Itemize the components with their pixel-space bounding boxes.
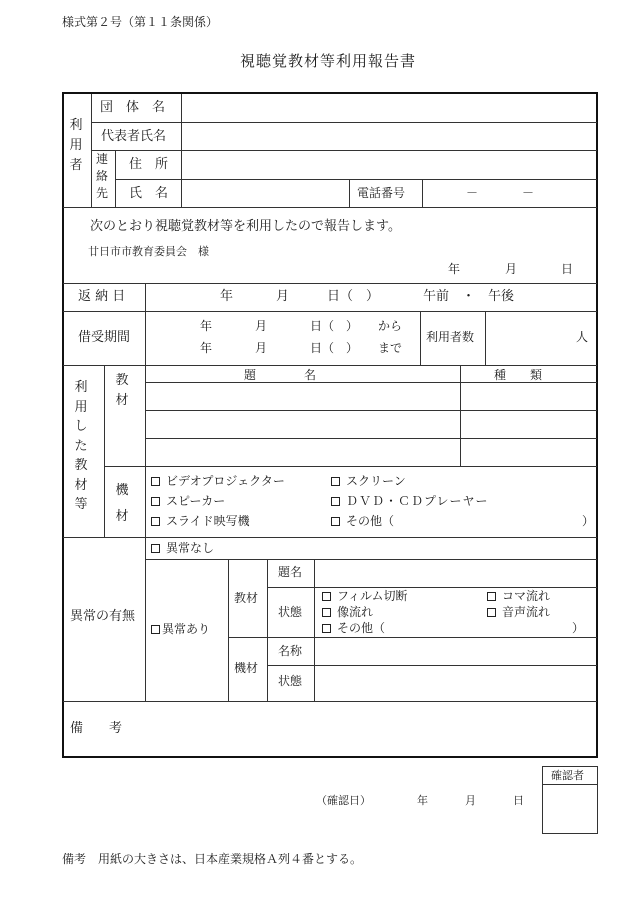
- checkbox-icon: [487, 608, 496, 617]
- phone-label: 電話番号: [357, 186, 406, 200]
- return-date-label: 返 納 日: [78, 289, 126, 304]
- statement-month: 月: [505, 262, 518, 276]
- abnormality-equipment-status-field[interactable]: [315, 666, 596, 700]
- checkbox-icon: [331, 477, 340, 486]
- status-option-frame-skip[interactable]: コマ流れ: [487, 590, 550, 602]
- addressee: 廿日市市教育委員会 様: [88, 245, 209, 258]
- address-field[interactable]: [182, 151, 596, 178]
- statement-year: 年: [448, 262, 461, 276]
- equipment-label: 機材: [115, 483, 129, 524]
- equipment-option-other[interactable]: その他（: [331, 515, 394, 527]
- materials-section-label: 利用した教材等: [74, 380, 88, 512]
- type-column-header: 種 類: [494, 368, 543, 382]
- confirmer-stamp-field[interactable]: [543, 785, 597, 833]
- title-column-header: 題 名: [244, 368, 317, 382]
- name-field[interactable]: [182, 180, 348, 206]
- abnormality-name-label: 名称: [278, 644, 303, 658]
- confirm-year: 年: [417, 794, 428, 807]
- status-option-other[interactable]: その他（: [322, 622, 385, 634]
- material-title-field-3[interactable]: [146, 439, 459, 465]
- footnote: 備考 用紙の大きさは、日本産業規格Ａ列４番とする。: [62, 852, 363, 866]
- confirmer-label: 確認者: [551, 769, 584, 782]
- equipment-option-screen[interactable]: スクリーン: [331, 475, 406, 487]
- form-number: 様式第２号（第１１条関係）: [62, 15, 219, 29]
- borrow-to-day: 日（ ）: [310, 341, 359, 355]
- checkbox-icon: [151, 625, 160, 634]
- name-label: 氏 名: [129, 186, 169, 201]
- status-option-audio-flow[interactable]: 音声流れ: [487, 606, 550, 618]
- abnormality-name-field[interactable]: [315, 638, 596, 664]
- abnormality-teaching-label: 教材: [234, 591, 259, 605]
- users-count-unit: 人: [576, 330, 589, 344]
- phone-dash-1: －: [466, 186, 479, 200]
- status-option-image-flow[interactable]: 像流れ: [322, 606, 373, 618]
- material-title-field-1[interactable]: [146, 383, 459, 409]
- equipment-option-dvd-cd-player[interactable]: ＤＶＤ・ＣＤプレーヤー: [331, 495, 489, 507]
- group-name-field[interactable]: [182, 95, 596, 121]
- abnormality-label: 異常の有無: [70, 609, 136, 624]
- equipment-option-slide-projector[interactable]: スライド映写機: [151, 515, 250, 527]
- remarks-label: 備 考: [70, 721, 123, 736]
- return-year: 年: [220, 289, 234, 304]
- phone-dash-2: －: [522, 186, 535, 200]
- users-count-field[interactable]: [486, 312, 571, 364]
- abnormality-none-option[interactable]: 異常なし: [151, 542, 214, 554]
- return-day: 日（ ）: [327, 289, 380, 304]
- return-ampm[interactable]: 午前 ・ 午後: [423, 289, 515, 304]
- confirm-date-label: （確認日）: [316, 794, 371, 807]
- user-section-label: 利用者: [69, 118, 83, 173]
- representative-field[interactable]: [182, 123, 596, 149]
- status-other-close: ）: [572, 621, 585, 635]
- remarks-field[interactable]: [146, 702, 596, 756]
- checkbox-icon: [151, 517, 160, 526]
- equipment-option-video-projector[interactable]: ビデオプロジェクター: [151, 475, 285, 487]
- address-label: 住 所: [129, 157, 169, 172]
- statement-text: 次のとおり視聴覚教材等を利用したので報告します。: [90, 219, 401, 234]
- checkbox-icon: [487, 592, 496, 601]
- borrow-from-suffix: から: [378, 319, 403, 333]
- group-name-label: 団 体 名: [100, 100, 166, 115]
- contact-label: 連絡先: [95, 152, 108, 200]
- checkbox-icon: [322, 592, 331, 601]
- phone-field[interactable]: [423, 180, 596, 206]
- borrow-from-month: 月: [255, 319, 268, 333]
- representative-label: 代表者氏名: [101, 129, 167, 144]
- abnormality-title-field[interactable]: [315, 560, 596, 586]
- borrow-to-year: 年: [200, 341, 213, 355]
- checkbox-icon: [331, 517, 340, 526]
- checkbox-icon: [331, 497, 340, 506]
- checkbox-icon: [151, 544, 160, 553]
- checkbox-icon: [151, 497, 160, 506]
- users-count-label: 利用者数: [426, 330, 475, 344]
- confirm-month: 月: [465, 794, 476, 807]
- form-title: 視聴覚教材等利用報告書: [240, 52, 417, 70]
- confirm-day: 日: [513, 794, 524, 807]
- borrow-from-year: 年: [200, 319, 213, 333]
- abnormality-equipment-status-label: 状態: [278, 674, 303, 688]
- return-month: 月: [276, 289, 290, 304]
- abnormality-equipment-label: 機材: [234, 661, 259, 675]
- abnormality-status-label: 状態: [278, 605, 303, 619]
- checkbox-icon: [322, 624, 331, 633]
- equipment-other-close: ）: [582, 514, 595, 528]
- statement-day: 日: [561, 262, 574, 276]
- abnormality-title-label: 題名: [278, 565, 303, 579]
- borrow-to-suffix: まで: [378, 341, 403, 355]
- teaching-materials-label: 教材: [115, 373, 129, 408]
- abnormality-present-option[interactable]: 異常あり: [151, 623, 210, 635]
- checkbox-icon: [322, 608, 331, 617]
- equipment-option-speaker[interactable]: スピーカー: [151, 495, 225, 507]
- borrow-from-day: 日（ ）: [310, 319, 359, 333]
- status-option-film-cut[interactable]: フィルム切断: [322, 590, 408, 602]
- borrow-period-label: 借受期間: [78, 330, 131, 345]
- borrow-to-month: 月: [255, 341, 268, 355]
- checkbox-icon: [151, 477, 160, 486]
- material-title-field-2[interactable]: [146, 411, 459, 437]
